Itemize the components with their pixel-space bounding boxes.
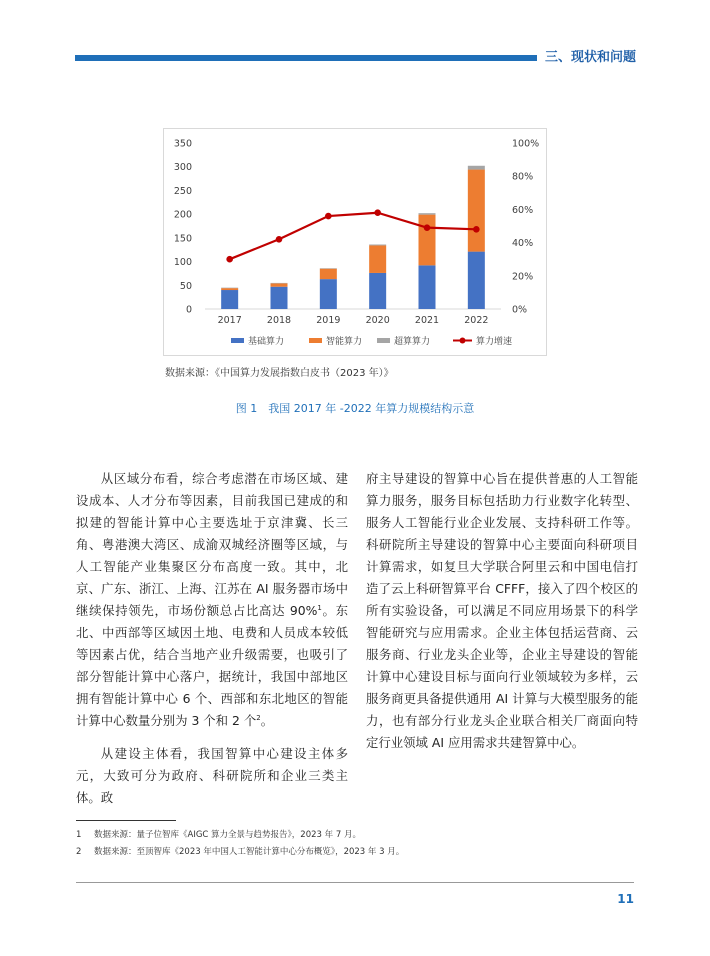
bar-segment xyxy=(271,287,288,309)
y-tick-right: 80% xyxy=(512,171,534,183)
bar-segment xyxy=(271,283,288,286)
growth-point xyxy=(226,256,233,263)
paragraph-entities: 从建设主体看，我国智算中心建设主体多元，大致可分为政府、科研院所和企业三类主体。政 xyxy=(76,746,348,805)
y-tick-right: 0% xyxy=(512,304,528,316)
y-tick-left: 350 xyxy=(173,138,192,150)
figure-caption: 图 1 我国 2017 年 -2022 年算力规模结构示意 xyxy=(235,402,475,415)
footnote-divider xyxy=(76,820,176,821)
x-tick: 2018 xyxy=(266,315,292,326)
bar-segment xyxy=(221,290,238,309)
bar-segment xyxy=(369,273,386,309)
legend-swatch-dot xyxy=(460,338,466,344)
bar-segment xyxy=(221,288,238,290)
y-tick-left: 300 xyxy=(173,162,192,174)
legend-label: 算力增速 xyxy=(476,337,513,347)
x-tick: 2020 xyxy=(365,315,390,326)
bar-segment xyxy=(369,244,386,245)
paragraph-text: 。 xyxy=(260,713,274,728)
paragraph-text: 。东北、中西部等区域因土地、电费和人员成本较低等因素占优，结合当地产业升级需要，也吸引了部分智能计算中心落户，据统计，我国中部地区拥有智能计算中心 6 个、西部和东北地区的智能计算中心数量分别为 3 个和 2 个 xyxy=(76,603,348,728)
y-tick-left: 0 xyxy=(185,304,192,316)
compute-scale-chart xyxy=(163,128,547,356)
footnote-text: 数据来源：至顶智库《2023 年中国人工智能计算中心分布概览》，2023 年 3 月。 xyxy=(94,847,405,857)
x-tick: 2017 xyxy=(217,315,242,326)
y-tick-left: 100 xyxy=(173,257,192,269)
y-tick-left: 250 xyxy=(173,185,192,197)
growth-point xyxy=(374,209,381,216)
paragraph-regional xyxy=(76,468,348,732)
bar-segment xyxy=(320,269,337,279)
bar-segment xyxy=(320,279,337,309)
growth-point xyxy=(325,213,332,220)
legend-swatch xyxy=(309,338,322,343)
paragraph-entities-cont: 府主导建设的智算中心旨在提供普惠的人工智能算力服务，服务目标包括助力行业数字化转型、服务人工智能行业企业发展、支持科研工作等。科研院所主导建设的智算中心主要面向科研项目计算需求，如复旦大学联合阿里云和中国电信打造了云上科研智算平台 CFFF，接入了四个校区的所有实验设备，可以满足不同应用场景下的科学智能研究与应用需求。企业主体包括运营商、云服务商、行业龙头企业等，企业主导建设的智能计算中心建设目标与面向行业领域较为多样，云服务商更具备提供通用 AI 计算与大模型服务的能力，也有部分行业龙头企业联合相关厂商面向特定行业领域 AI 应用需求共建智算中心。 xyxy=(366,471,638,750)
footnote-number: 1 xyxy=(76,830,82,840)
page-number: 11 xyxy=(617,892,634,906)
x-tick: 2019 xyxy=(316,315,341,326)
header-bar xyxy=(75,55,537,61)
chart-container xyxy=(163,128,547,356)
legend-label: 智能算力 xyxy=(326,337,363,347)
figure-source: 数据来源：《中国算力发展指数白皮书（2023 年）》 xyxy=(165,368,394,379)
legend-label: 基础算力 xyxy=(248,337,285,347)
footnote-number: 2 xyxy=(76,847,82,857)
footnote-ref-2: 2 xyxy=(256,713,261,722)
legend-label: 超算算力 xyxy=(394,337,431,347)
footnote-ref-1: 1 xyxy=(317,603,322,612)
footnote-2 xyxy=(76,845,404,857)
bar-segment xyxy=(419,265,436,309)
bar-segment xyxy=(369,245,386,273)
growth-point xyxy=(473,226,480,233)
bar-segment xyxy=(419,215,436,266)
y-tick-right: 20% xyxy=(512,271,534,283)
left-column xyxy=(76,468,348,809)
y-tick-right: 40% xyxy=(512,238,534,250)
growth-point xyxy=(276,236,283,243)
section-title: 三、现状和问题 xyxy=(544,50,636,65)
growth-point xyxy=(424,224,431,231)
bar-segment xyxy=(468,252,485,309)
y-tick-left: 200 xyxy=(173,209,192,221)
legend-swatch xyxy=(377,338,390,343)
legend-swatch xyxy=(231,338,244,343)
bar-segment xyxy=(419,213,436,214)
y-tick-left: 150 xyxy=(173,233,192,245)
x-tick: 2021 xyxy=(414,315,440,326)
x-tick: 2022 xyxy=(464,315,489,326)
bar-segment xyxy=(468,170,485,252)
y-tick-right: 100% xyxy=(512,138,540,150)
footer-divider xyxy=(76,882,634,883)
paragraph-text: 从区域分布看，综合考虑潜在市场区域、建设成本、人才分布等因素，目前我国已建成的和拟建的智能计算中心主要选址于京津冀、长三角、粤港澳大湾区、成渝双城经济圈等区域，与人工智能产业集聚区分布高度一致。其中，北京、广东、浙江、上海、江苏在 AI 服务器市场中继续保持领先，市场份额总占比高达 90% xyxy=(76,471,348,618)
footnote-text: 数据来源：量子位智库《AIGC 算力全景与趋势报告》，2023 年 7 月。 xyxy=(94,830,361,840)
y-tick-right: 60% xyxy=(512,204,534,216)
bar-segment xyxy=(468,166,485,170)
right-column xyxy=(366,468,638,754)
footnote-1 xyxy=(76,828,361,840)
y-tick-left: 50 xyxy=(179,280,192,292)
